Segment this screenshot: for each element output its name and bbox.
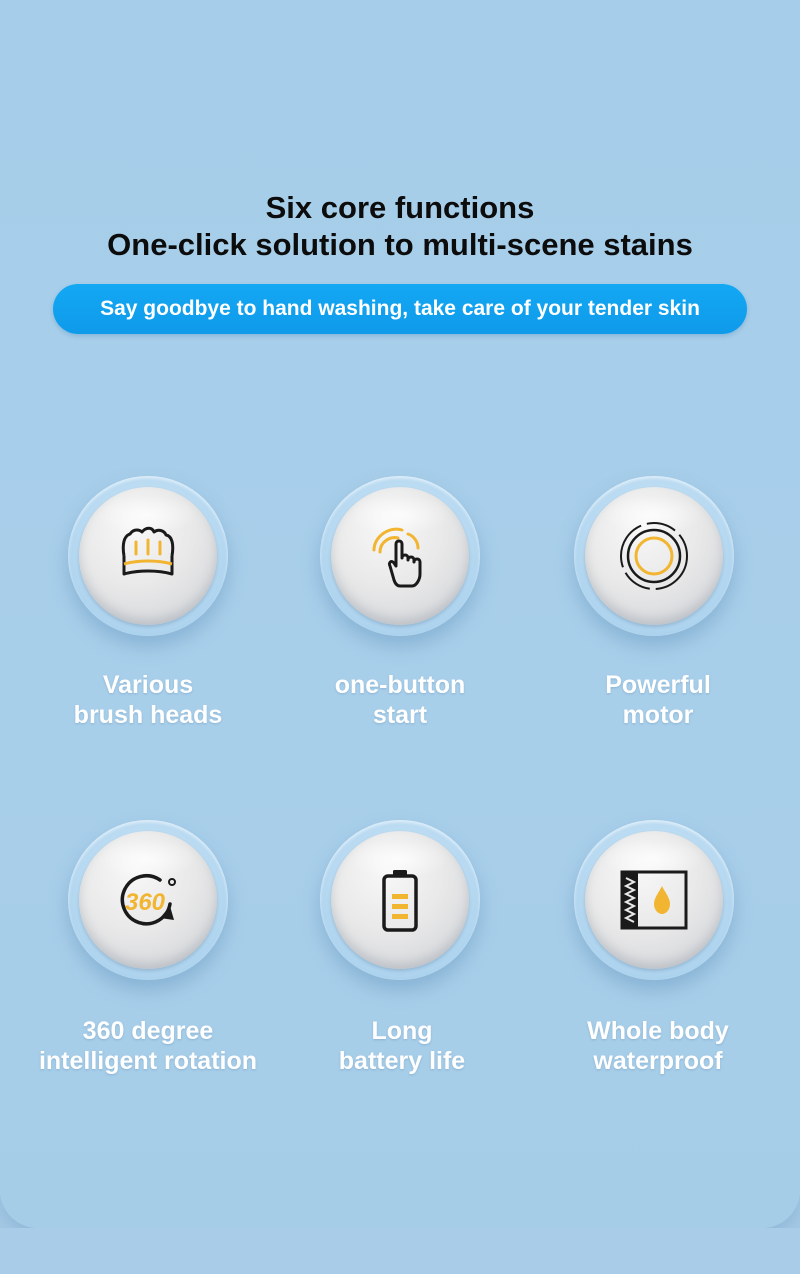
motor-icon [614,516,694,596]
feature-waterproof [528,820,788,1082]
rotation-360-text: 360 [124,889,166,916]
feature-label: Whole body [587,1017,729,1045]
feature-label: brush heads [73,701,223,729]
feature-label: Long [371,1017,433,1045]
brush-heads-icon [108,516,188,596]
page-title: Six core functions [265,190,535,225]
feature-badge [320,476,480,636]
feature-label: Various [102,671,194,699]
waterproof-icon [614,860,694,940]
battery-icon [360,860,440,940]
feature-badge [320,820,480,980]
tagline-banner: Say goodbye to hand washing, take care of your tender skin [53,284,747,334]
feature-badge [68,476,228,636]
feature-badge [574,820,734,980]
feature-label: intelligent rotation [38,1047,258,1075]
feature-label: one-button [334,671,466,699]
feature-label: 360 degree [82,1017,214,1045]
feature-badge [68,820,228,980]
page-subtitle: One-click solution to multi-scene stains [107,227,693,262]
feature-powerful-motor [528,476,788,736]
feature-label: Powerful [605,671,711,699]
feature-one-button-start [270,476,530,736]
feature-battery-life [272,820,532,1082]
rotation-360-icon [108,860,188,940]
feature-label: battery life [338,1047,466,1075]
bottom-strip [0,1228,800,1274]
feature-label: motor [622,701,694,729]
feature-360-rotation [18,820,278,1082]
feature-brush-heads [18,476,278,736]
tap-button-icon [360,516,440,596]
feature-label: start [372,701,428,729]
feature-label: waterproof [593,1047,723,1075]
feature-badge [574,476,734,636]
